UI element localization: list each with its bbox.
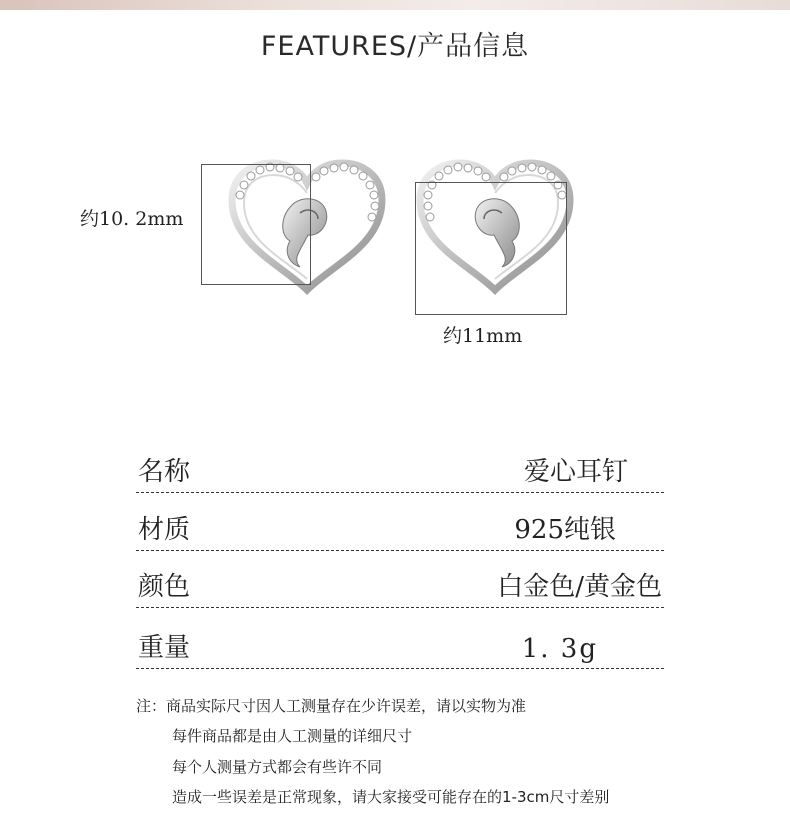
spec-key: 名称 <box>138 457 191 487</box>
spec-key: 材质 <box>138 515 191 545</box>
note-line: 造成一些误差是正常现象，请大家接受可能存在的1-3cm尺寸差别 <box>172 788 610 806</box>
spec-row-material <box>136 510 664 551</box>
top-banner-strip <box>0 0 790 10</box>
spec-key: 重量 <box>138 633 191 663</box>
spec-value: 925纯银 <box>514 515 616 545</box>
width-dimension-label: 约11mm <box>443 325 523 347</box>
spec-row-weight <box>136 628 664 669</box>
spec-row-color <box>136 567 664 608</box>
spec-row-name <box>136 452 664 493</box>
note-line: 注：商品实际尺寸因人工测量存在少许误差，请以实物为准 <box>136 697 527 715</box>
spec-value: 1. 3g <box>521 634 598 664</box>
spec-value: 白金色/黄金色 <box>497 572 662 602</box>
height-dimension-label: 约10. 2mm <box>80 208 184 230</box>
width-dimension-box <box>415 182 567 315</box>
height-dimension-box <box>201 164 311 285</box>
note-line: 每个人测量方式都会有些许不同 <box>172 758 383 776</box>
spec-key: 颜色 <box>138 572 191 602</box>
spec-value: 爱心耳钉 <box>523 457 628 487</box>
note-line: 每件商品都是由人工测量的详细尺寸 <box>172 727 413 745</box>
page-title: FEATURES/产品信息 <box>260 31 530 62</box>
